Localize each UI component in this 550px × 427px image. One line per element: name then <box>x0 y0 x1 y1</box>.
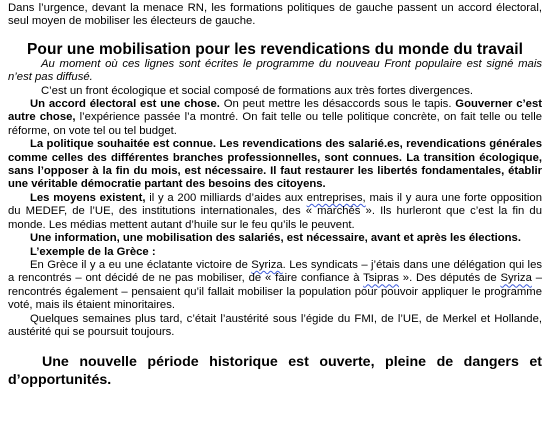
moyens-text-2: mais il y aura une forte opposition du MEDEF, de l’UE, des institutions internationales, des « marchés ». Ils hurleront que c’est la fin du monde. Les médias mettent autant d’huile sur le feu qu’ils le peuvent. <box>8 191 542 231</box>
main-heading: Pour une mobilisation pour les revendications du monde du travail <box>27 40 523 58</box>
accord-text-1: On peut mettre les désaccords sous le tapis. <box>219 98 456 111</box>
spellcheck-word: entreprises, <box>306 191 366 204</box>
grece-title: L’exemple de la Grèce : <box>30 245 156 258</box>
moyens-text-1: il y a 200 milliards d’aides aux <box>145 191 307 204</box>
accord-bold-2: Gouverner c’est autre chose, <box>8 98 542 124</box>
information-paragraph: Une information, une mobilisation des salariés, est nécessaire, avant et après les élections. <box>30 232 521 245</box>
grece-text-4: – rencontrés également – pensaient qu’il fallait mobiliser la population pour pouvoir appliquer le programme voté, mais ils étaient minoritaires. <box>8 272 542 312</box>
closing-heading: Une nouvelle période historique est ouverte, pleine de dangers et d’opportunités. <box>8 354 542 389</box>
grece-paragraph <box>8 259 542 313</box>
intro-paragraph: Dans l’urgence, devant la menace RN, les formations politiques de gauche passent un accord électoral, seul moyen de mobiliser les électeurs de gauche. <box>8 2 542 28</box>
spellcheck-word: Syriza <box>251 258 283 271</box>
accord-text-2: l’expérience passée l’a montré. On fait telle ou telle politique concrète, on fait telle ou telle réforme, on vote tel ou tel budget. <box>8 111 542 137</box>
politique-paragraph: La politique souhaitée est connue. Les revendications des salarié.es, revendications générales comme celles des différentes branches professionnelles, sont connues. La transition écologique, sans l’opposer à la fin du mois, est nécessaire. Il faut restaurer les libertés fondamentales, établir une véritable démocratie partant des besoins des citoyens. <box>8 138 542 191</box>
austerite-paragraph: Quelques semaines plus tard, c’était l’austérité sous l’égide du FMI, de l’UE, de Merkel et Hollande, austérité qui se poursuit toujours. <box>8 312 542 338</box>
spellcheck-word: Tsipras <box>363 272 399 285</box>
spellcheck-word: Syriza <box>500 272 532 285</box>
accord-paragraph <box>8 98 542 138</box>
grece-text-2: . Les syndicats – j’étais dans une délégation qui les a rencontrés – ont décidé de ne pas mobiliser, de « faire confiance à <box>8 258 542 285</box>
moyens-paragraph <box>8 192 542 232</box>
front-paragraph: C’est un front écologique et social composé de formations aux très fortes divergences. <box>41 84 474 97</box>
lead-italic-paragraph: Au moment où ces lignes sont écrites le programme du nouveau Front populaire est signé mais n’est pas diffusé. <box>8 57 542 84</box>
grece-text-3: ». Des députés de <box>398 272 501 285</box>
grece-text-1: En Grèce il y a eu une éclatante victoire de <box>30 258 252 271</box>
accord-bold-1: Un accord électoral est une chose. <box>30 98 220 111</box>
moyens-bold: Les moyens existent, <box>30 191 146 204</box>
